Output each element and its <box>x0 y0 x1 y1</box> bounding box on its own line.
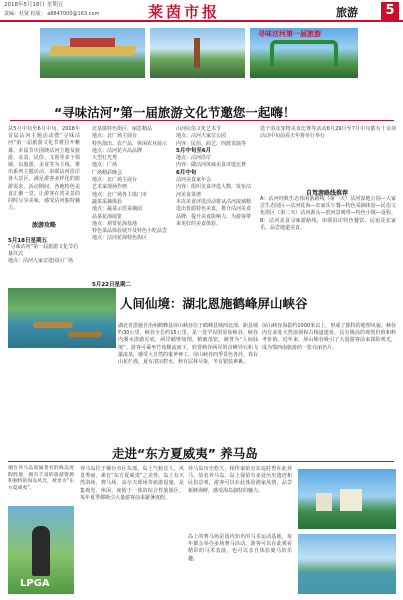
issue-date: 2018年5月18日 星期五 <box>4 2 64 8</box>
event-details <box>8 244 80 265</box>
schedule-item: 特色演出、农产品、休闲农业展示 <box>92 140 168 147</box>
route-subhead: 自驾游路线推荐 <box>305 190 348 197</box>
island-villa-photo <box>298 469 396 529</box>
article1-subhead: 旅游攻略 <box>31 222 56 229</box>
schedule-item: 内容：组织美食评选人数，发布沽河美食菜谱 <box>176 184 252 198</box>
schedule-item: 地点：观赏花海基地 <box>92 220 138 227</box>
schedule-column-2 <box>92 126 168 288</box>
event-date: 5月18日星期五 <box>8 238 47 244</box>
article1-intro: 从5月中旬至6月中旬，2018年首届沽河主题活动暨“寻味沽河”第一届旅游文化节将拉开帷幕。本届节庆围绕沽河主题及旅游、美食、民俗、文创等多个领域，以旅游、美食等为主线，推出系列主题活动，串联沽河沿岸各大景区，满足游客多样化的旅游需求。活动期间，各地特色美食汇聚一堂，让游客在赏美景的同时尽享美味，感受沽河独特魅力。 <box>8 126 80 212</box>
schedule-item: 地点：广场 <box>92 162 118 169</box>
article2-text-continued: 屏山峡谷海拔约1000米以上，形成了独特的地理风貌。峡谷内有多处天然溶洞和古栈道遗址，具有极高的观赏价值和科考价值。近年来，屏山峡谷吸引了大量游客前来探险观光，成为鄂西南旅游的一张亮丽名片。 <box>262 323 396 351</box>
schedule-item: 内容：做沽河风味美食评选比赛 <box>176 162 247 169</box>
golfer-photo <box>8 506 74 594</box>
article2-text: 湖北省恩施自治州鹤峰县屏山峡谷位于鹤峰县城西北部，距县城约30公里，峡谷全长约15公里，是一处罕见的原始峡谷。峡谷内溪水清澈见底，两岸峭壁如削，植被茂密，被誉为“人间仙境”。游客可乘坐竹筏顺流而下，欣赏峡谷两岸的奇峰异石和飞瀑流泉，感受大自然的鬼斧神工。屏山峡谷四季景色各异，春有山花烂漫，夏有清凉碧水，秋有层林尽染，冬有银装素裹。 <box>118 323 259 366</box>
route-text: A：沽河经典生态休闲游路线（第一天）沽河湿地公园—大家岔生态园区—沽河花海—农家乐午餐—特色采摘体验—民俗文化街区（第二天）沽河源头—滨河景观带—特色小镇—返程。B：沽河美食寻味游路线，串联沿岸特色餐饮、民宿及农家乐，品尝地道美食。 <box>260 196 396 231</box>
schedule-item: 北泉镇特色街区、丽思精品 <box>92 126 153 132</box>
schedule-item: 地点：沽河花海特色街区 <box>92 235 148 242</box>
canyon-photo <box>8 288 116 348</box>
festival-gate-photo <box>250 28 358 78</box>
divider <box>10 120 394 121</box>
section-title: 旅游 <box>336 6 358 19</box>
gate-banner-text: 寻味沽河第一届旅游 <box>258 30 321 38</box>
island-coast-photo <box>298 534 396 594</box>
schedule-item: 大型灯光秀 <box>92 155 118 162</box>
schedule-item: 蔬菜采摘体验 <box>92 198 123 205</box>
page-number-badge: 5 <box>381 2 399 20</box>
schedule-item: 山河民俗文化艺术节 <box>176 126 222 132</box>
temple-photo <box>40 28 145 78</box>
editor-credit: 责编：杜贤 校版： <box>4 11 46 17</box>
schedule-day: 5月中旬至6月 <box>176 147 212 154</box>
river-landscape-photo <box>150 28 245 78</box>
article1-right-text: 迭子浴及宠物美食比赛等活动6月29日至7月中旬都有十余项活动中旬前看天年将举行举行 <box>260 126 396 140</box>
schedule-day: 5月22日星期二 <box>92 282 131 288</box>
article3-text-end: 岛上的赛马场是国内知名的马术运动基地，每年都会举办多场赛马活动。游客可以在此观看精彩的马术表演，也可以亲自体验骑马的乐趣。 <box>188 534 292 562</box>
schedule-column-3 <box>176 126 252 228</box>
schedule-item: 艺术家现场作画 <box>92 184 128 191</box>
article3-text: 养马岛位于烟台市区东部，岛上气候宜人，风景秀丽，素有“东方夏威夷”之美誉。岛上有天然浴场、赛马场、高尔夫球场等旅游设施，是集观光、休闲、度假于一体的综合性旅游区。每年夏季都吸引大量游客前来避暑度假。 <box>80 466 184 501</box>
divider <box>8 461 394 462</box>
article3-caption: 烟台养马岛原属著名的海岛度假胜地，拥有丰富的旅游资源和独特的海岛风光，被誉为“东方夏威夷”。 <box>8 466 74 491</box>
schedule-item: 地点：北广场主展台 <box>92 177 138 184</box>
event-location: 地点：沽河大家岔选园区广场 <box>8 258 74 264</box>
schedule-item: 地点：沽河花卉高品牌 <box>92 147 143 154</box>
schedule-item: 特色菜品体验展开及特色小吃品尝 <box>92 228 168 235</box>
schedule-item: 地点：蔬菜示范采摘园 <box>92 206 143 213</box>
editor-line <box>4 11 99 18</box>
page-header <box>0 0 403 22</box>
editor-email: a8847000@163.com <box>47 11 100 17</box>
article3-text-continued: 养马岛历史悠久，相传秦始皇东巡时曾在此养马，故名养马岛。岛上保留有多处历史遗迹和民俗景观，游客可以在此体验渔家风情，品尝新鲜海鲜，感受海岛独特的魅力。 <box>188 466 292 494</box>
article3-headline: 走进“东方夏威夷” 养马岛 <box>112 446 258 461</box>
lpga-logo-text: LPGA <box>20 578 50 589</box>
schedule-item: 沽河美食家年会 <box>176 177 212 184</box>
event-name: “寻味沽河”第一届旅游文化节启幕仪式 <box>8 244 79 257</box>
schedule-item: 本次美食评选活动将从沽河流域精选出优质特色美食，推介沽河美食品牌，提升美食影响力，为游客带来更好的美食体验。 <box>176 198 252 227</box>
article2-headline: 人间仙境：湖北恩施鹤峰屏山峡谷 <box>120 296 308 311</box>
schedule-item: 地点：沽河沿岸 <box>176 155 212 162</box>
schedule-item: 地点：北广场各主体门市 <box>92 191 148 198</box>
schedule-day: 6月中旬 <box>176 169 197 176</box>
schedule-item: 品菜花海展览 <box>92 213 123 220</box>
schedule-item: 广场精彩晚会 <box>92 169 123 176</box>
schedule-item: 地点：沽河大家岔公园 <box>176 133 227 140</box>
article1-headline: “寻味沽河”第一届旅游文化节邀您一起嗨！ <box>54 105 296 120</box>
newspaper-masthead: 莱茵市报 <box>148 3 221 21</box>
schedule-item: 地点：北广场主展台 <box>92 133 138 140</box>
schedule-item: 内容：民俗、曲艺、四渡表演等 <box>176 140 247 147</box>
